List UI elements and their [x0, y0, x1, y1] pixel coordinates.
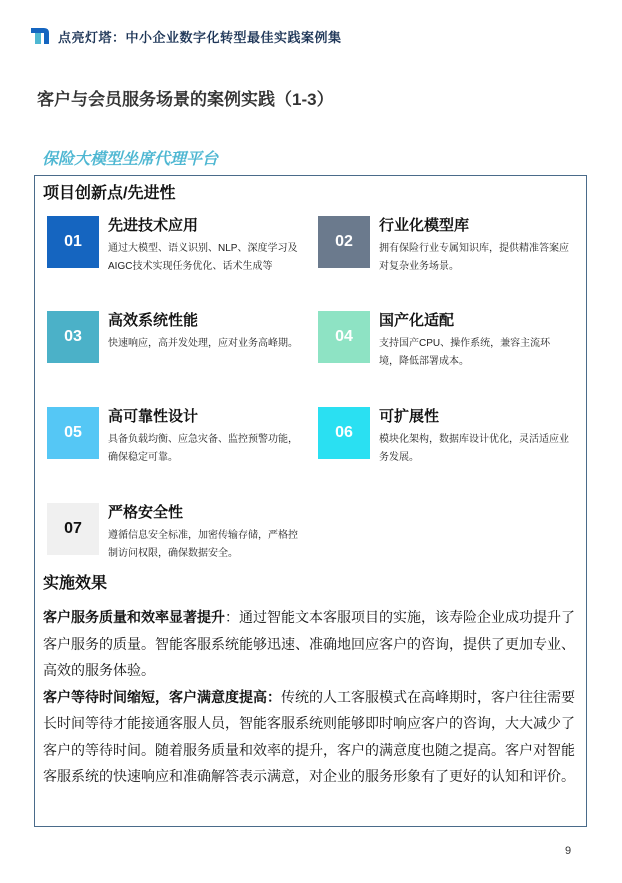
effect-lead: 客户服务质量和效率显著提升: [43, 609, 225, 625]
case-box: [34, 175, 587, 827]
feature-desc: 模块化架构，数据库设计优化，灵活适应业务发展。: [379, 434, 569, 463]
case-title: 保险大模型坐席代理平台: [42, 151, 219, 168]
feature-number: 03: [47, 311, 99, 363]
effect-text: 传统的人工客服模式在高峰期时，客户往往需要长时间等待才能接通客服人员，智能客服系统则能够即时响应客户的咨询，大大减少了客户的等待时间。随着服务质量和效率的提升，客户的满意度也随之提高。客户对智能客服系统的快速响应和准确解答表示满意，对企业的服务形象有了更好的认知和评价。: [43, 688, 575, 784]
page-header: [30, 26, 342, 46]
feature-title: 严格安全性: [108, 504, 184, 521]
feature-number: 02: [318, 216, 370, 268]
effect-paragraph: [43, 604, 577, 684]
feature-desc: 通过大模型、语义识别、NLP、深度学习及AIGC技术实现任务优化、话术生成等: [108, 243, 298, 272]
feature-title: 先进技术应用: [108, 217, 199, 234]
feature-title: 高效系统性能: [108, 312, 199, 329]
logo-icon: [30, 26, 50, 46]
feature-title: 可扩展性: [379, 408, 440, 425]
effect-paragraph: [43, 684, 577, 790]
feature-number: 07: [47, 503, 99, 555]
feature-desc: 拥有保险行业专属知识库，提供精准答案应对复杂业务场景。: [379, 243, 569, 272]
feature-title: 国产化适配: [379, 312, 455, 329]
feature-number: 01: [47, 216, 99, 268]
feature-number: 06: [318, 407, 370, 459]
feature-desc: 支持国产CPU、操作系统，兼容主流环境，降低部署成本。: [379, 338, 551, 367]
feature-desc: 具备负载均衡、应急灾备、监控预警功能，确保稳定可靠。: [108, 434, 298, 463]
page-number: 9: [565, 845, 572, 857]
feature-desc: 遵循信息安全标准，加密传输存储，严格控制访问权限，确保数据安全。: [108, 530, 298, 559]
effect-body: [43, 604, 577, 790]
section-title: 客户与会员服务场景的案例实践（1-3）: [37, 90, 334, 109]
feature-desc: 快速响应，高并发处理，应对业务高峰期。: [108, 338, 298, 349]
header-title: 点亮灯塔：中小企业数字化转型最佳实践案例集: [58, 29, 342, 45]
feature-number: 04: [318, 311, 370, 363]
feature-title: 高可靠性设计: [108, 408, 199, 425]
innovation-heading: 项目创新点/先进性: [43, 185, 176, 202]
effect-lead: 客户等待时间缩短，客户满意度提高：: [43, 688, 281, 705]
effect-heading: 实施效果: [43, 575, 108, 592]
feature-title: 行业化模型库: [379, 217, 470, 234]
effect-text: ：通过智能文本客服项目的实施，该寿险企业成功提升了客户服务的质量。智能客服系统能够迅速、准确地回应客户的咨询，提供了更加专业、高效的服务体验。: [43, 609, 575, 678]
feature-number: 05: [47, 407, 99, 459]
